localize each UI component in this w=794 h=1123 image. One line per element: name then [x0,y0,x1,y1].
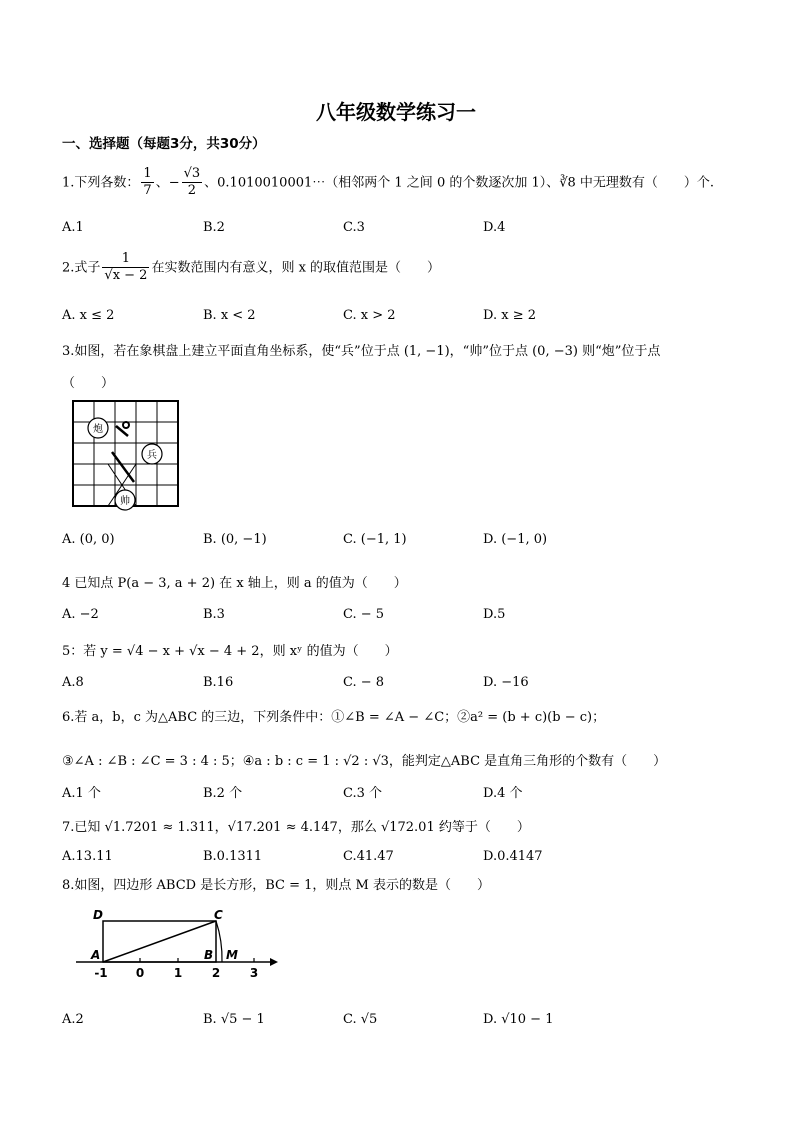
q2-fraction [102,251,149,285]
q3-option-b[interactable]: B. (0, −1) [203,532,267,547]
q6-option-d[interactable]: D.4 个 [483,786,523,801]
q5-option-b[interactable]: B.16 [203,675,234,690]
q6-option-a[interactable]: A.1 个 [62,786,101,801]
q1-fraction-2-numerator: √3 [182,166,203,183]
question-6-line-2: ③∠A : ∠B : ∠C = 3 : 4 : 5；④a : b : c = 1 : √2 : √3，能判定△ABC 是直角三角形的个数有（ ） [62,754,667,769]
q2-fraction-denominator: √x − 2 [104,268,148,284]
label-d: D [93,908,103,922]
question-3-line-2: （ ） [62,376,115,391]
q1-rest: 、0.1010010001⋯（相邻两个 1 之间 0 的个数逐次加 1）、∛8 中无理数有（ ）个. [204,175,715,191]
pao-piece [88,418,108,438]
q1-fraction-1-denominator: 7 [143,183,152,199]
tick-label-1: 1 [173,966,183,980]
question-7: 7.已知 √1.7201 ≈ 1.311，√17.201 ≈ 4.147，那么 √172.01 约等于（ ） [62,820,530,835]
q7-option-b[interactable]: B.0.1311 [203,849,263,864]
label-c: C [214,908,223,922]
tick-label-3: 3 [249,966,259,980]
q7-option-d[interactable]: D.0.4147 [483,849,543,864]
q3-option-a[interactable]: A. (0, 0) [62,532,115,547]
q4-option-a[interactable]: A. −2 [62,607,99,622]
q4-option-d[interactable]: D.5 [483,607,506,622]
tick-label-minus-1: -1 [94,966,108,980]
q1-option-a[interactable]: A.1 [62,220,84,235]
q4-option-b[interactable]: B.3 [203,607,225,622]
pao-label: 炮 [93,424,103,435]
q1-option-b[interactable]: B.2 [203,220,225,235]
question-4: 4 已知点 P(a − 3, a + 2) 在 x 轴上，则 a 的值为（ ） [62,576,407,591]
q1-fraction-2-denominator: 2 [187,183,197,199]
q7-option-c[interactable]: C.41.47 [343,849,394,864]
q1-fraction-1-numerator: 1 [141,166,153,183]
q1-option-d[interactable]: D.4 [483,220,506,235]
shuai-label: 帅 [120,496,130,507]
q4-option-c[interactable]: C. − 5 [343,607,385,622]
q6-option-c[interactable]: C.3 个 [343,786,383,801]
question-8: 8.如图，四边形 ABCD 是长方形，BC = 1，则点 M 表示的数是（ ） [62,878,490,893]
q1-fraction-2 [182,166,203,200]
bing-piece [142,444,162,464]
question-1 [62,166,714,200]
q1-separator: 、− [155,175,180,191]
chess-board-figure [72,400,180,512]
q5-option-c[interactable]: C. − 8 [343,675,385,690]
question-3-line-1: 3.如图，若在象棋盘上建立平面直角坐标系，使“兵”位于点 (1, −1)，“帅”位于点 (0, −3) 则“炮”位于点 [62,344,661,359]
q2-fraction-numerator: 1 [102,251,149,268]
question-5: 5：若 y = √4 − x + √x − 4 + 2，则 xʸ 的值为（ ） [62,644,398,659]
page-title: 八年级数学练习一 [316,100,476,124]
question-6-line-1: 6.若 a，b，c 为△ABC 的三边，下列条件中：①∠B = ∠A − ∠C；②a² = (b + c)(b − c)； [62,710,606,725]
question-2 [62,251,440,285]
q8-option-c[interactable]: C. √5 [343,1012,378,1027]
q2-rest: 在实数范围内有意义，则 x 的取值范围是（ ） [151,260,441,276]
q5-option-a[interactable]: A.8 [62,675,84,690]
label-a: A [91,948,101,962]
q2-option-a[interactable]: A. x ≤ 2 [62,308,115,323]
q2-option-b[interactable]: B. x < 2 [203,308,256,323]
q1-fraction-1 [141,166,153,200]
q7-option-a[interactable]: A.13.11 [62,849,113,864]
q6-option-b[interactable]: B.2 个 [203,786,243,801]
bing-label: 兵 [147,450,157,461]
q2-option-c[interactable]: C. x > 2 [343,308,396,323]
q8-option-d[interactable]: D. √10 − 1 [483,1012,554,1027]
q3-option-d[interactable]: D. (−1, 0) [483,532,548,547]
number-line-figure [70,905,280,985]
label-m: M [226,948,238,962]
tick-label-2: 2 [211,966,221,980]
q5-option-d[interactable]: D. −16 [483,675,529,690]
q2-option-d[interactable]: D. x ≥ 2 [483,308,536,323]
q2-prefix: 2.式子 [62,260,101,276]
label-b: B [204,948,214,962]
q1-option-c[interactable]: C.3 [343,220,365,235]
q3-option-c[interactable]: C. (−1, 1) [343,532,407,547]
q1-prefix: 1.下列各数： [62,175,140,191]
shuai-piece [115,490,135,510]
q8-option-b[interactable]: B. √5 − 1 [203,1012,265,1027]
q8-option-a[interactable]: A.2 [62,1012,84,1027]
section-heading: 一、选择题（每题3分，共30分） [62,136,266,152]
tick-label-0: 0 [135,966,145,980]
